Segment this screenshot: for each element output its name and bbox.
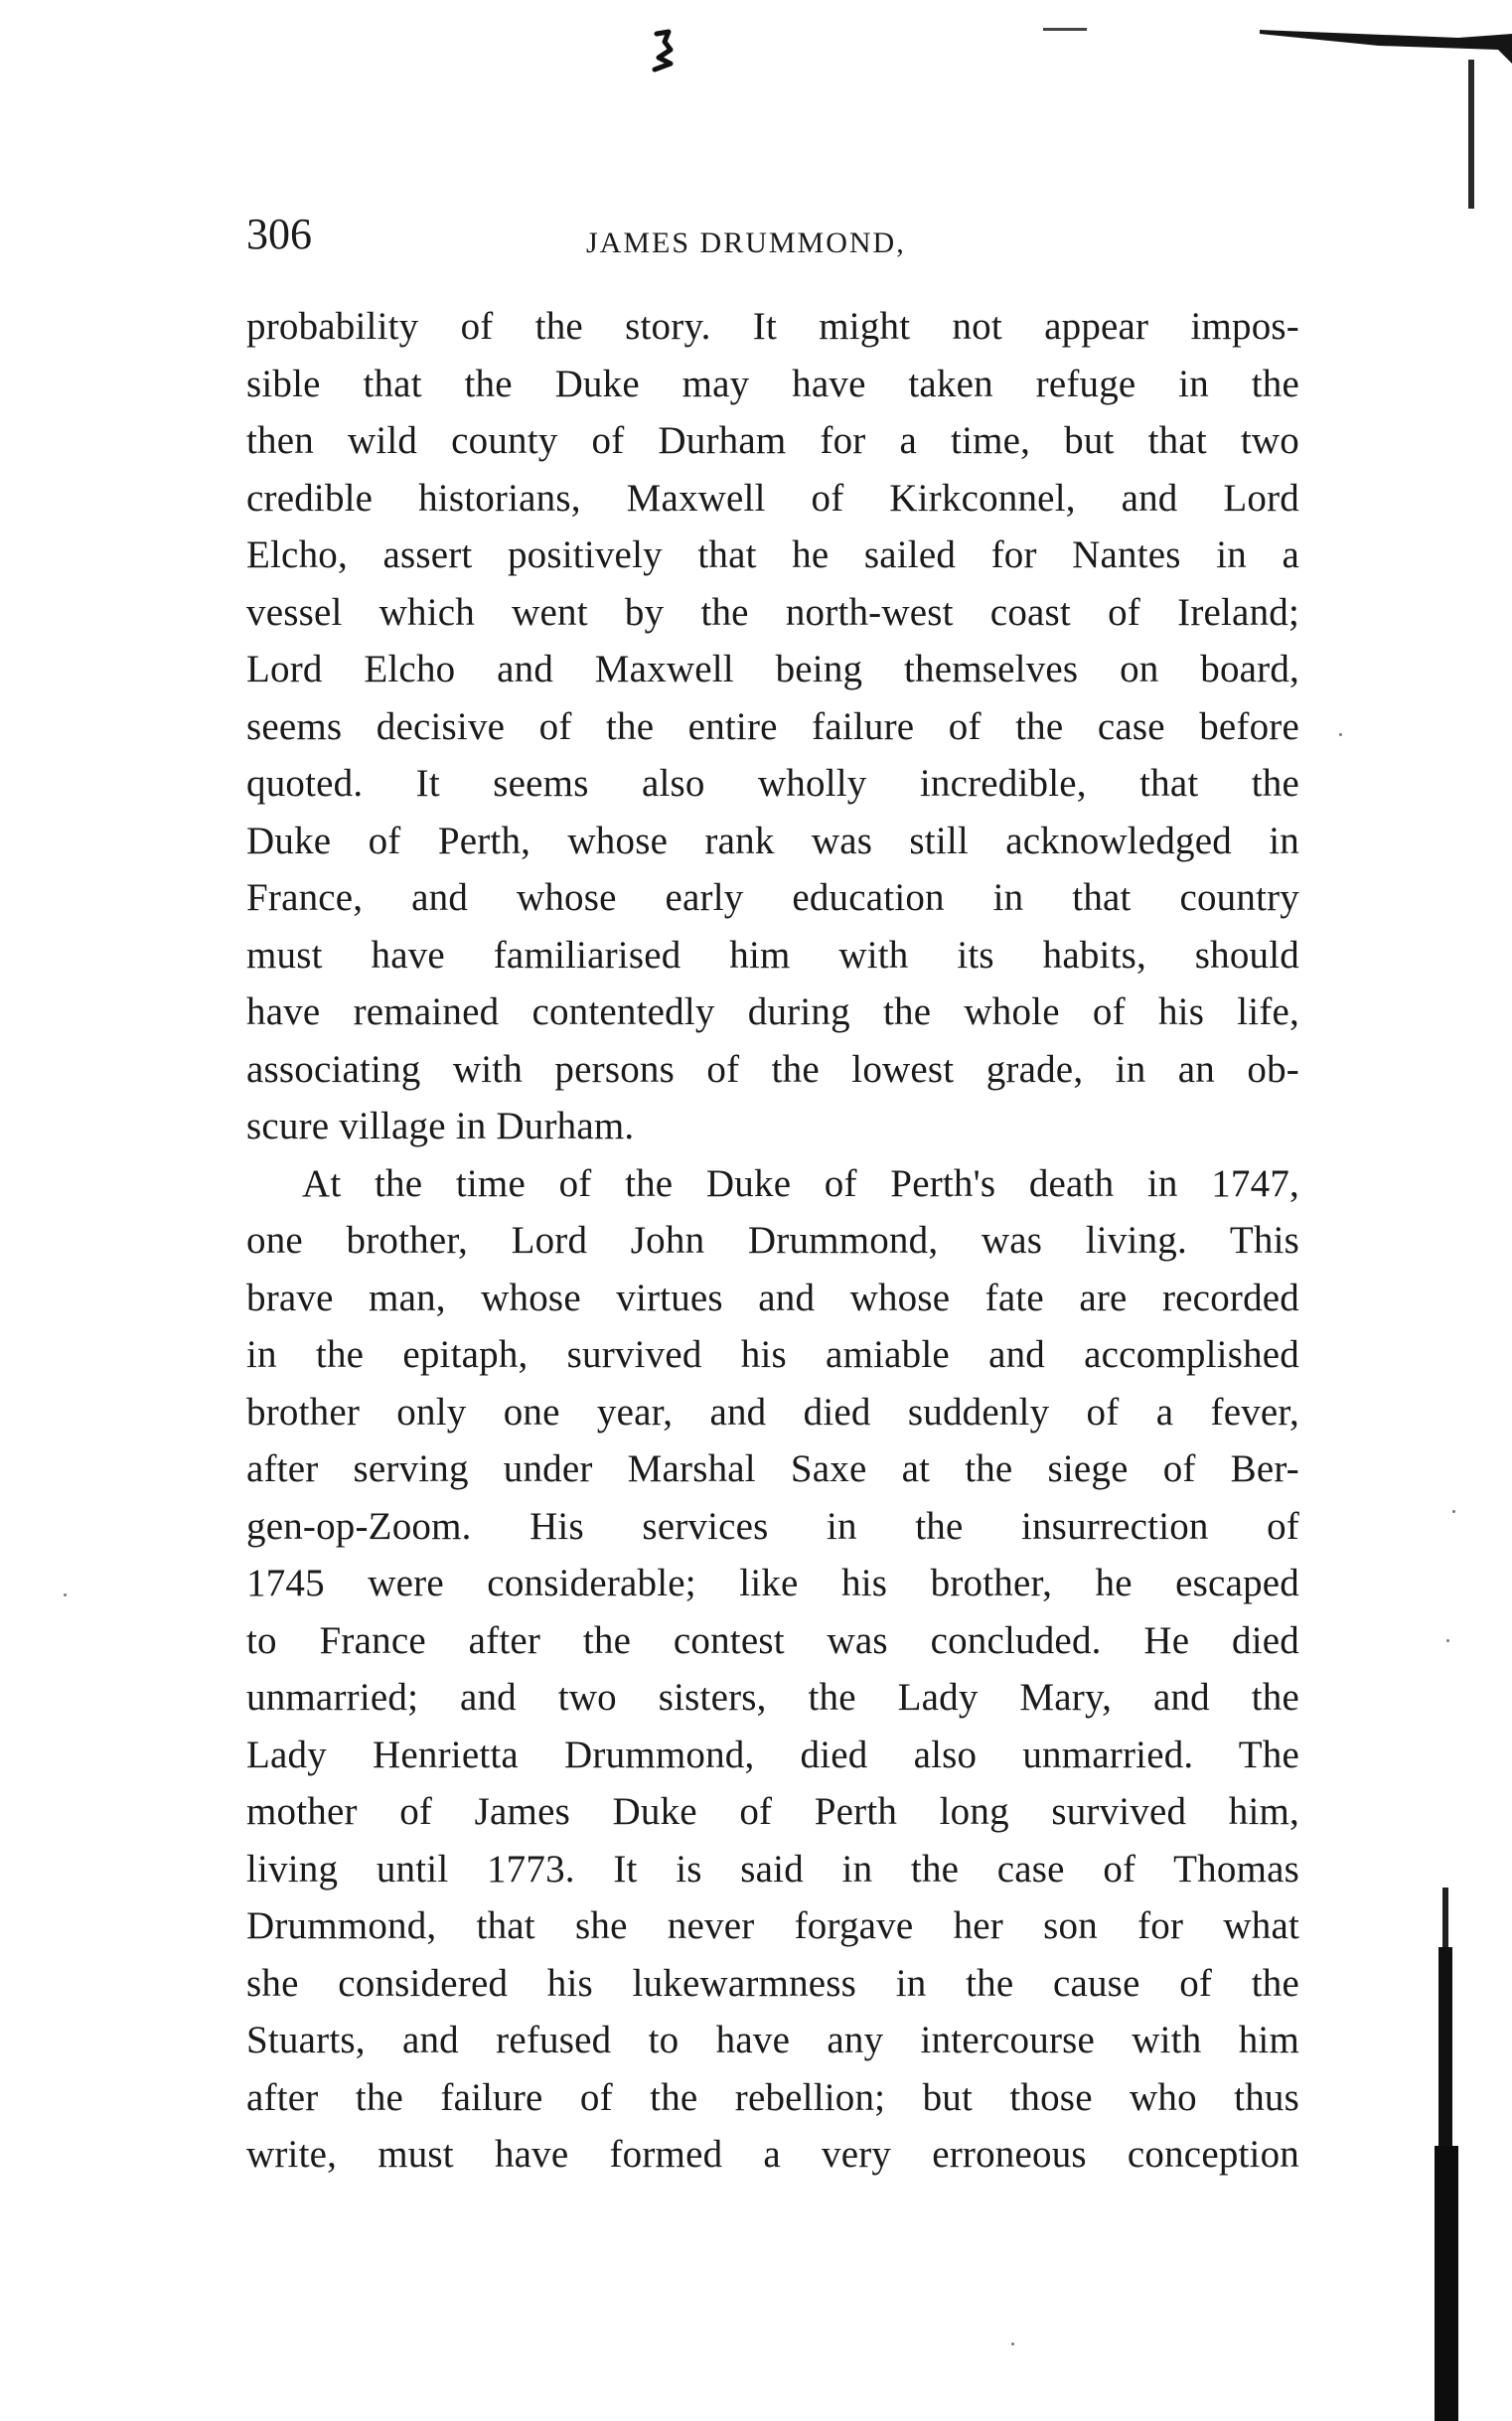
text-line: have remained contentedly during the whole of his life,	[246, 990, 1299, 1033]
text-line: Lord Elcho and Maxwell being themselves on board,	[246, 648, 1299, 690]
text-line: Stuarts, and refused to have any intercourse with him	[246, 2019, 1299, 2061]
text-line: write, must have formed a very erroneous conception	[246, 2133, 1299, 2176]
text-line: Elcho, assert positively that he sailed for Nantes in a	[246, 533, 1299, 576]
scan-edge-bottom-right	[1435, 1888, 1462, 2421]
text-line-paragraph-end: scure village in Durham.	[246, 1105, 635, 1147]
text-line: gen-op-Zoom. His services in the insurrection of	[246, 1504, 1299, 1548]
scan-dash-top	[1043, 28, 1087, 31]
scan-corner-shadow	[1260, 24, 1512, 64]
text-line: Duke of Perth, whose rank was still acknowledged in	[246, 819, 1299, 862]
running-head: JAMES DRUMMOND,	[586, 227, 906, 259]
scan-edge-top-right	[1468, 60, 1474, 209]
text-line: France, and whose early education in that country	[246, 876, 1299, 919]
text-line: after serving under Marshal Saxe at the siege of Ber-	[246, 1447, 1299, 1490]
text-line: mother of James Duke of Perth long survived him,	[246, 1790, 1299, 1833]
text-line: credible historians, Maxwell of Kirkconnel, and Lord	[246, 476, 1299, 520]
text-line: quoted. It seems also wholly incredible, that the	[246, 762, 1299, 805]
text-line: 1745 were considerable; like his brother, he escaped	[246, 1562, 1299, 1604]
ink-mark-top	[651, 28, 677, 74]
text-line: brother only one year, and died suddenly of a fever,	[246, 1390, 1299, 1434]
body-text	[246, 298, 1299, 2184]
text-line: Drummond, that she never forgave her son for what	[246, 1904, 1299, 1947]
text-line: then wild county of Durham for a time, but that two	[246, 419, 1299, 462]
text-line: must have familiarised him with its habits, should	[246, 933, 1299, 977]
text-line: she considered his lukewarmness in the cause of the	[246, 1961, 1299, 2005]
text-line: associating with persons of the lowest grade, in an ob-	[246, 1047, 1299, 1091]
text-line: probability of the story. It might not appear impos-	[246, 305, 1299, 348]
scan-speck	[64, 1593, 67, 1596]
text-line: to France after the contest was concluded. He died	[246, 1618, 1299, 1662]
text-line: vessel which went by the north-west coast of Ireland;	[246, 590, 1299, 634]
scan-speck	[1446, 1639, 1449, 1642]
text-line: living until 1773. It is said in the case of Thomas	[246, 1847, 1299, 1891]
page-header	[246, 209, 1299, 268]
text-line: in the epitaph, survived his amiable and accomplished	[246, 1333, 1299, 1376]
text-line: after the failure of the rebellion; but those who thus	[246, 2075, 1299, 2119]
text-line: brave man, whose virtues and whose fate are recorded	[246, 1276, 1299, 1319]
text-line: unmarried; and two sisters, the Lady Mary, and the	[246, 1676, 1299, 1719]
text-line: Lady Henrietta Drummond, died also unmarried. The	[246, 1733, 1299, 1776]
text-line: sible that the Duke may have taken refuge in the	[246, 362, 1299, 405]
text-line: one brother, Lord John Drummond, was living. This	[246, 1219, 1299, 1262]
scan-speck	[1011, 2343, 1014, 2345]
page-number: 306	[246, 210, 312, 258]
scan-speck	[1339, 733, 1342, 736]
text-line-paragraph-start: At the time of the Duke of Perth's death in 1747,	[302, 1161, 1299, 1205]
scan-speck	[1452, 1510, 1455, 1513]
text-line: seems decisive of the entire failure of the case before	[246, 704, 1299, 748]
